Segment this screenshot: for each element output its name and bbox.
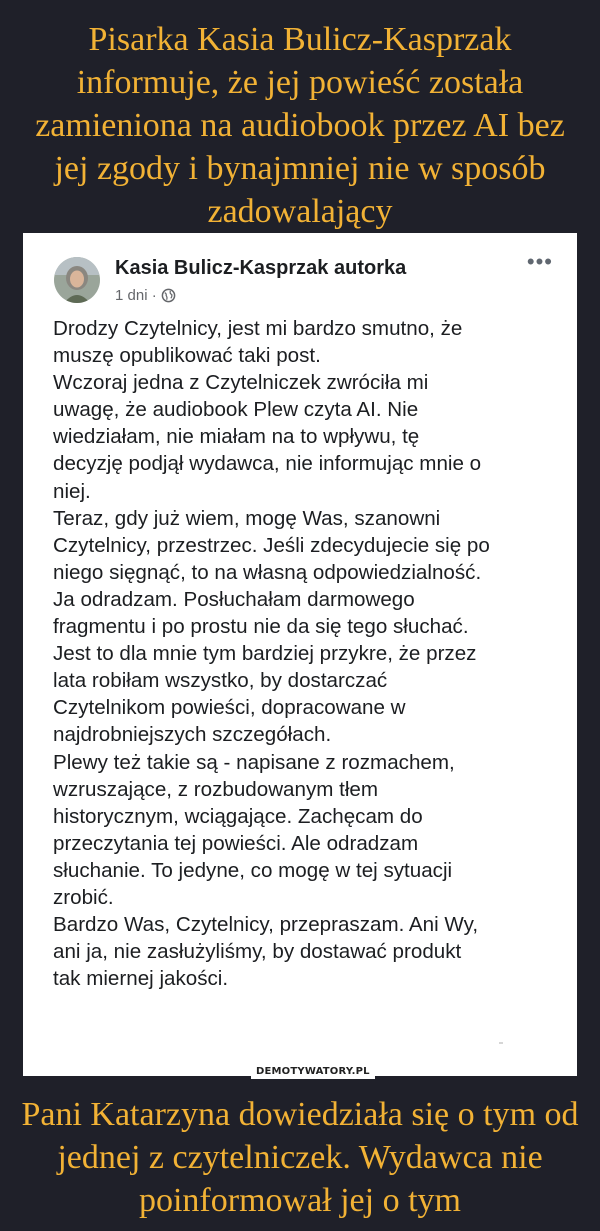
more-options-button[interactable]: •••: [526, 249, 553, 274]
post-meta: [115, 287, 176, 304]
post-body-line: Ja odradzam. Posłuchałam darmowego: [53, 587, 415, 611]
post-body-line: Czytelnikom powieści, dopracowane w: [53, 696, 406, 720]
post-body-line: Drodzy Czytelnicy, jest mi bardzo smutno, że: [53, 317, 463, 340]
avatar-photo: [54, 257, 100, 303]
divider-mark: [499, 1042, 503, 1044]
post-body-line: lata robiłam wszystko, by dostarczać: [53, 669, 388, 693]
post-author-name[interactable]: Kasia Bulicz-Kasprzak autorka: [115, 257, 407, 279]
post-body-line: słuchanie. To jedyne, co mogę w tej sytuacji: [53, 858, 453, 882]
post-body-line: Wczoraj jedna z Czytelniczek zwróciła mi: [53, 371, 429, 395]
post-body-line: muszę opublikować taki post.: [53, 344, 321, 368]
post-body-line: tak miernej jakości.: [53, 967, 229, 991]
post-body-line: decyzję podjął wydawca, nie informując mnie o: [53, 452, 482, 476]
post-body-line: najdrobniejszych szczegółach.: [53, 723, 332, 747]
post-body-line: wzruszające, z rozbudowanym tłem: [53, 777, 379, 801]
post-body-line: Jest to dla mnie tym bardziej przykre, że przez: [53, 642, 477, 666]
post-body-line: niej.: [53, 479, 91, 503]
post-body-line: Teraz, gdy już wiem, mogę Was, szanowni: [53, 506, 441, 530]
post-body-line: Czytelnicy, przestrzec. Jeśli zdecydujecie się po: [53, 533, 490, 557]
post-body-line: Plewy też takie są - napisane z rozmachem,: [53, 750, 455, 774]
post-body-line: wiedziałam, nie miałam na to wpływu, tę: [53, 425, 420, 449]
post-body-line: fragmentu i po prostu nie da się tego słuchać.: [53, 615, 469, 639]
post-body-line: Bardzo Was, Czytelnicy, przepraszam. Ani Wy,: [53, 913, 479, 937]
author-avatar[interactable]: [54, 257, 100, 303]
post-body-line: zrobić.: [53, 885, 114, 909]
post-body-line: ani ja, nie zasłużyliśmy, by dostawać produkt: [53, 940, 462, 964]
globe-icon: [161, 288, 176, 303]
post-body-line: uwagę, że audiobook Plew czyta AI. Nie: [53, 398, 419, 422]
facebook-post-card: [23, 233, 577, 1076]
headline: Pisarka Kasia Bulicz-Kasprzak informuje, że jej powieść została zamieniona na audiobook przez AI bez jej zgody i bynajmniej nie w sposób zadowalający: [35, 21, 565, 230]
caption: Pani Katarzyna dowiedziała się o tym od jednej z czytelniczek. Wydawca nie poinformował jej o tym: [21, 1096, 579, 1219]
watermark: DEMOTYWATORY.PL: [251, 1064, 375, 1079]
post-body-line: niego sięgnąć, to na własną odpowiedzialność.: [53, 560, 482, 584]
post-body-line: przeczytania tej powieści. Ale odradzam: [53, 831, 419, 855]
post-body-line: historycznym, wciągające. Zachęcam do: [53, 804, 423, 828]
post-time[interactable]: 1 dni ·: [115, 287, 157, 304]
post-body: [53, 315, 563, 992]
